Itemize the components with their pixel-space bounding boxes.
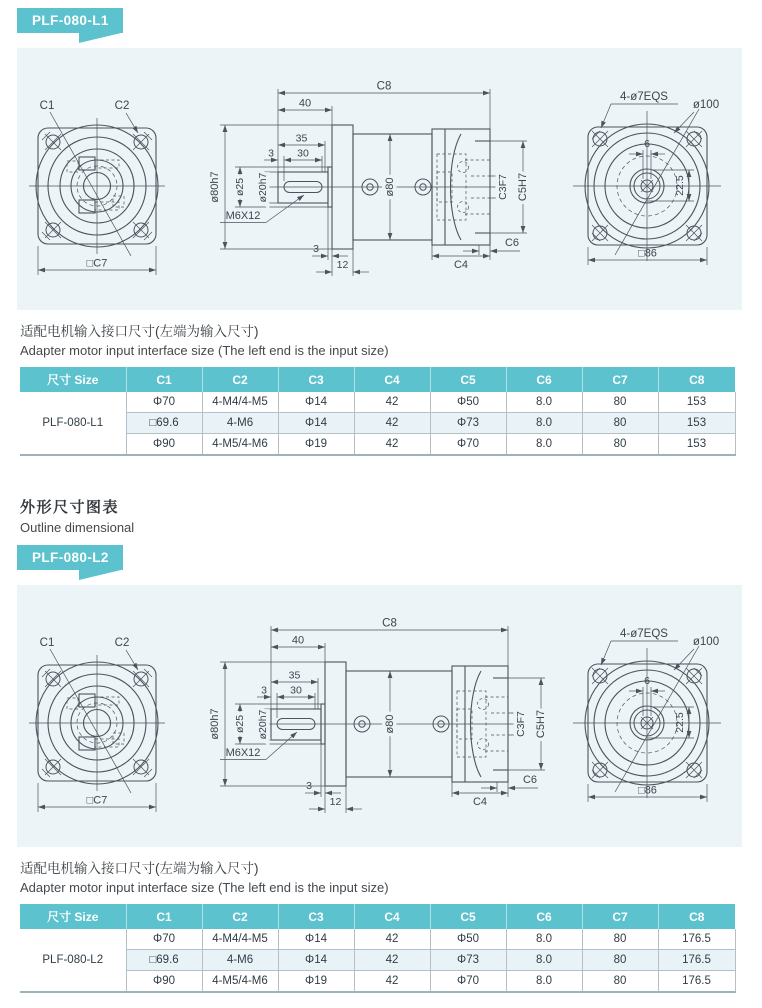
table-cell: 176.5 <box>658 929 735 950</box>
column-header: C8 <box>658 367 735 392</box>
table-cell: □69.6 <box>126 950 202 971</box>
table-row <box>20 971 735 993</box>
table-cell: 4-M4/4-M5 <box>202 392 278 413</box>
dimension-table-container-l2 <box>20 904 762 993</box>
column-header: C8 <box>658 904 735 929</box>
table-cell: 80 <box>582 434 658 456</box>
dim-label-c6: C6 <box>522 774 538 787</box>
table-row <box>20 929 735 950</box>
dim-label-c8: C8 <box>382 617 397 630</box>
table-cell: Φ14 <box>278 392 354 413</box>
dim-label-dia20h7: ø20h7 <box>257 709 269 740</box>
table-cell: 153 <box>658 413 735 434</box>
dim-label-w12: 12 <box>329 796 342 809</box>
table-cell: 80 <box>582 392 658 413</box>
table-cell: 176.5 <box>658 971 735 993</box>
dim-label-dia25: ø25 <box>234 177 246 197</box>
dim-label-dia80: ø80 <box>384 714 396 734</box>
dim-label-holes: 4-ø7EQS <box>620 91 668 103</box>
table-cell: 42 <box>354 929 430 950</box>
dim-label-c8: C8 <box>376 80 392 93</box>
rear-view <box>573 91 721 265</box>
table-cell: Φ70 <box>430 971 506 993</box>
table-cell: Φ14 <box>278 950 354 971</box>
rear-view <box>573 628 721 802</box>
table-cell: 42 <box>354 434 430 456</box>
column-header: C5 <box>430 367 506 392</box>
table-cell: 4-M6 <box>202 950 278 971</box>
dim-label-dia80: ø80 <box>384 177 396 197</box>
dim-label-m6x12: M6X12 <box>225 747 261 760</box>
table-row <box>20 434 735 456</box>
model-badge-label: PLF-080-L2 <box>32 550 109 566</box>
dim-label-l30: 30 <box>297 147 309 160</box>
table-cell: 42 <box>354 950 430 971</box>
dim-label-c7: □C7 <box>86 257 108 270</box>
dim-label-s3: 3 <box>306 780 312 793</box>
dim-label-s3: 3 <box>313 243 319 255</box>
table-cell: 8.0 <box>506 929 582 950</box>
table-cell: 4-M6 <box>202 413 278 434</box>
dimension-table <box>20 904 736 993</box>
dim-label-c2: C2 <box>114 100 130 112</box>
table-cell: 153 <box>658 434 735 456</box>
drawing-panel-l1 <box>17 48 742 310</box>
dimension-table <box>20 367 736 456</box>
section-plf-080-l1 <box>0 8 762 456</box>
dim-label-l30: 30 <box>290 684 302 697</box>
table-cell: Φ19 <box>278 434 354 456</box>
dim-label-d225: 22.5 <box>674 712 686 733</box>
model-badge-l2 <box>17 545 123 570</box>
section-plf-080-l2 <box>0 545 762 993</box>
table-cell: 4-M5/4-M6 <box>202 971 278 993</box>
dim-label-l40: 40 <box>291 634 305 647</box>
caption-zh: 适配电机输入接口尺寸(左端为输入尺寸) <box>20 324 259 339</box>
front-view <box>29 100 165 275</box>
table-cell: Φ19 <box>278 971 354 993</box>
table-cell: Φ70 <box>430 434 506 456</box>
column-header: C4 <box>354 904 430 929</box>
dim-label-l40: 40 <box>298 97 312 110</box>
column-header: C7 <box>582 904 658 929</box>
dim-label-dia25: ø25 <box>234 715 246 734</box>
dim-label-dia20h7: ø20h7 <box>257 172 269 203</box>
dim-label-sq86: □86 <box>638 784 657 797</box>
table-cell: 4-M4/4-M5 <box>202 929 278 950</box>
column-header: 尺寸 Size <box>20 367 126 392</box>
table-row <box>20 392 735 413</box>
dim-label-d6: 6 <box>644 675 650 688</box>
side-view <box>209 618 547 814</box>
model-cell: PLF-080-L2 <box>20 929 126 992</box>
dim-label-l35: 35 <box>288 669 301 682</box>
table-cell: 8.0 <box>506 413 582 434</box>
dim-label-dia100: ø100 <box>692 636 720 649</box>
dim-label-d6: 6 <box>644 138 650 150</box>
table-cell: Φ90 <box>126 971 202 993</box>
technical-drawing-l2 <box>17 585 742 847</box>
table-cell: Φ14 <box>278 413 354 434</box>
dim-label-c7: □C7 <box>86 794 108 807</box>
table-cell: 4-M5/4-M6 <box>202 434 278 456</box>
table-cell: 42 <box>354 971 430 993</box>
table-cell: Φ70 <box>126 929 202 950</box>
model-badge-l1 <box>17 8 123 33</box>
dim-label-c2: C2 <box>114 637 130 650</box>
model-badge-label: PLF-080-L1 <box>32 13 109 28</box>
column-header: C5 <box>430 904 506 929</box>
dim-label-w12: 12 <box>336 259 349 271</box>
table-cell: 80 <box>582 413 658 434</box>
dim-label-d225: 22.5 <box>674 175 686 196</box>
column-header: C1 <box>126 367 202 392</box>
dim-label-dia80h7: ø80h7 <box>209 171 221 203</box>
dim-label-holes: 4-ø7EQS <box>620 628 668 641</box>
table-cell: 42 <box>354 392 430 413</box>
technical-drawing-l1 <box>17 48 742 310</box>
dim-label-c3f7: C3F7 <box>497 174 509 200</box>
dim-label-c5h7: C5H7 <box>535 710 547 739</box>
column-header: C2 <box>202 904 278 929</box>
dim-label-g3: 3 <box>268 147 274 160</box>
table-cell: 8.0 <box>506 434 582 456</box>
dim-label-c5h7: C5H7 <box>517 172 529 202</box>
caption-zh: 适配电机输入接口尺寸(左端为输入尺寸) <box>20 861 259 877</box>
column-header: C2 <box>202 367 278 392</box>
column-header: C3 <box>278 367 354 392</box>
column-header: C6 <box>506 367 582 392</box>
table-cell: 8.0 <box>506 971 582 993</box>
column-header: C7 <box>582 367 658 392</box>
dim-label-c1: C1 <box>39 100 55 112</box>
section-heading <box>20 496 762 535</box>
column-header: C1 <box>126 904 202 929</box>
table-cell: 176.5 <box>658 950 735 971</box>
model-cell: PLF-080-L1 <box>20 392 126 455</box>
side-view <box>209 81 529 277</box>
table-row <box>20 950 735 971</box>
table-cell: 80 <box>582 950 658 971</box>
dimension-table-container-l1 <box>20 367 762 456</box>
caption-en: Adapter motor input interface size (The left end is the input size) <box>20 879 389 895</box>
table-cell: Φ73 <box>430 950 506 971</box>
dim-label-m6x12: M6X12 <box>225 210 261 222</box>
column-header: 尺寸 Size <box>20 904 126 929</box>
dim-label-c4: C4 <box>472 796 488 809</box>
dim-label-c1: C1 <box>39 637 55 650</box>
table-cell: Φ70 <box>126 392 202 413</box>
dim-label-sq86: □86 <box>638 247 657 260</box>
table-cell: 8.0 <box>506 950 582 971</box>
table-cell: 80 <box>582 971 658 993</box>
table-cell: Φ14 <box>278 929 354 950</box>
heading-zh: 外形尺寸图表 <box>20 499 120 517</box>
caption-en: Adapter motor input interface size (The left end is the input size) <box>20 342 389 358</box>
caption-block <box>20 323 762 360</box>
dim-label-c4: C4 <box>453 259 469 271</box>
dim-label-g3: 3 <box>261 684 267 697</box>
dim-label-l35: 35 <box>295 132 308 145</box>
dim-label-dia80h7: ø80h7 <box>209 708 221 740</box>
table-cell: Φ50 <box>430 929 506 950</box>
dim-label-c3f7: C3F7 <box>515 711 527 737</box>
table-cell: Φ73 <box>430 413 506 434</box>
table-cell: 80 <box>582 929 658 950</box>
column-header: C6 <box>506 904 582 929</box>
table-cell: 42 <box>354 413 430 434</box>
drawing-panel-l2 <box>17 585 742 847</box>
dim-label-dia100: ø100 <box>692 99 720 111</box>
column-header: C3 <box>278 904 354 929</box>
table-cell: Φ50 <box>430 392 506 413</box>
table-row <box>20 413 735 434</box>
column-header: C4 <box>354 367 430 392</box>
dim-label-c6: C6 <box>504 237 520 249</box>
table-cell: Φ90 <box>126 434 202 456</box>
caption-block <box>20 860 762 897</box>
table-cell: 153 <box>658 392 735 413</box>
heading-en: Outline dimensional <box>20 520 135 536</box>
front-view <box>29 637 165 812</box>
table-cell: 8.0 <box>506 392 582 413</box>
table-cell: □69.6 <box>126 413 202 434</box>
